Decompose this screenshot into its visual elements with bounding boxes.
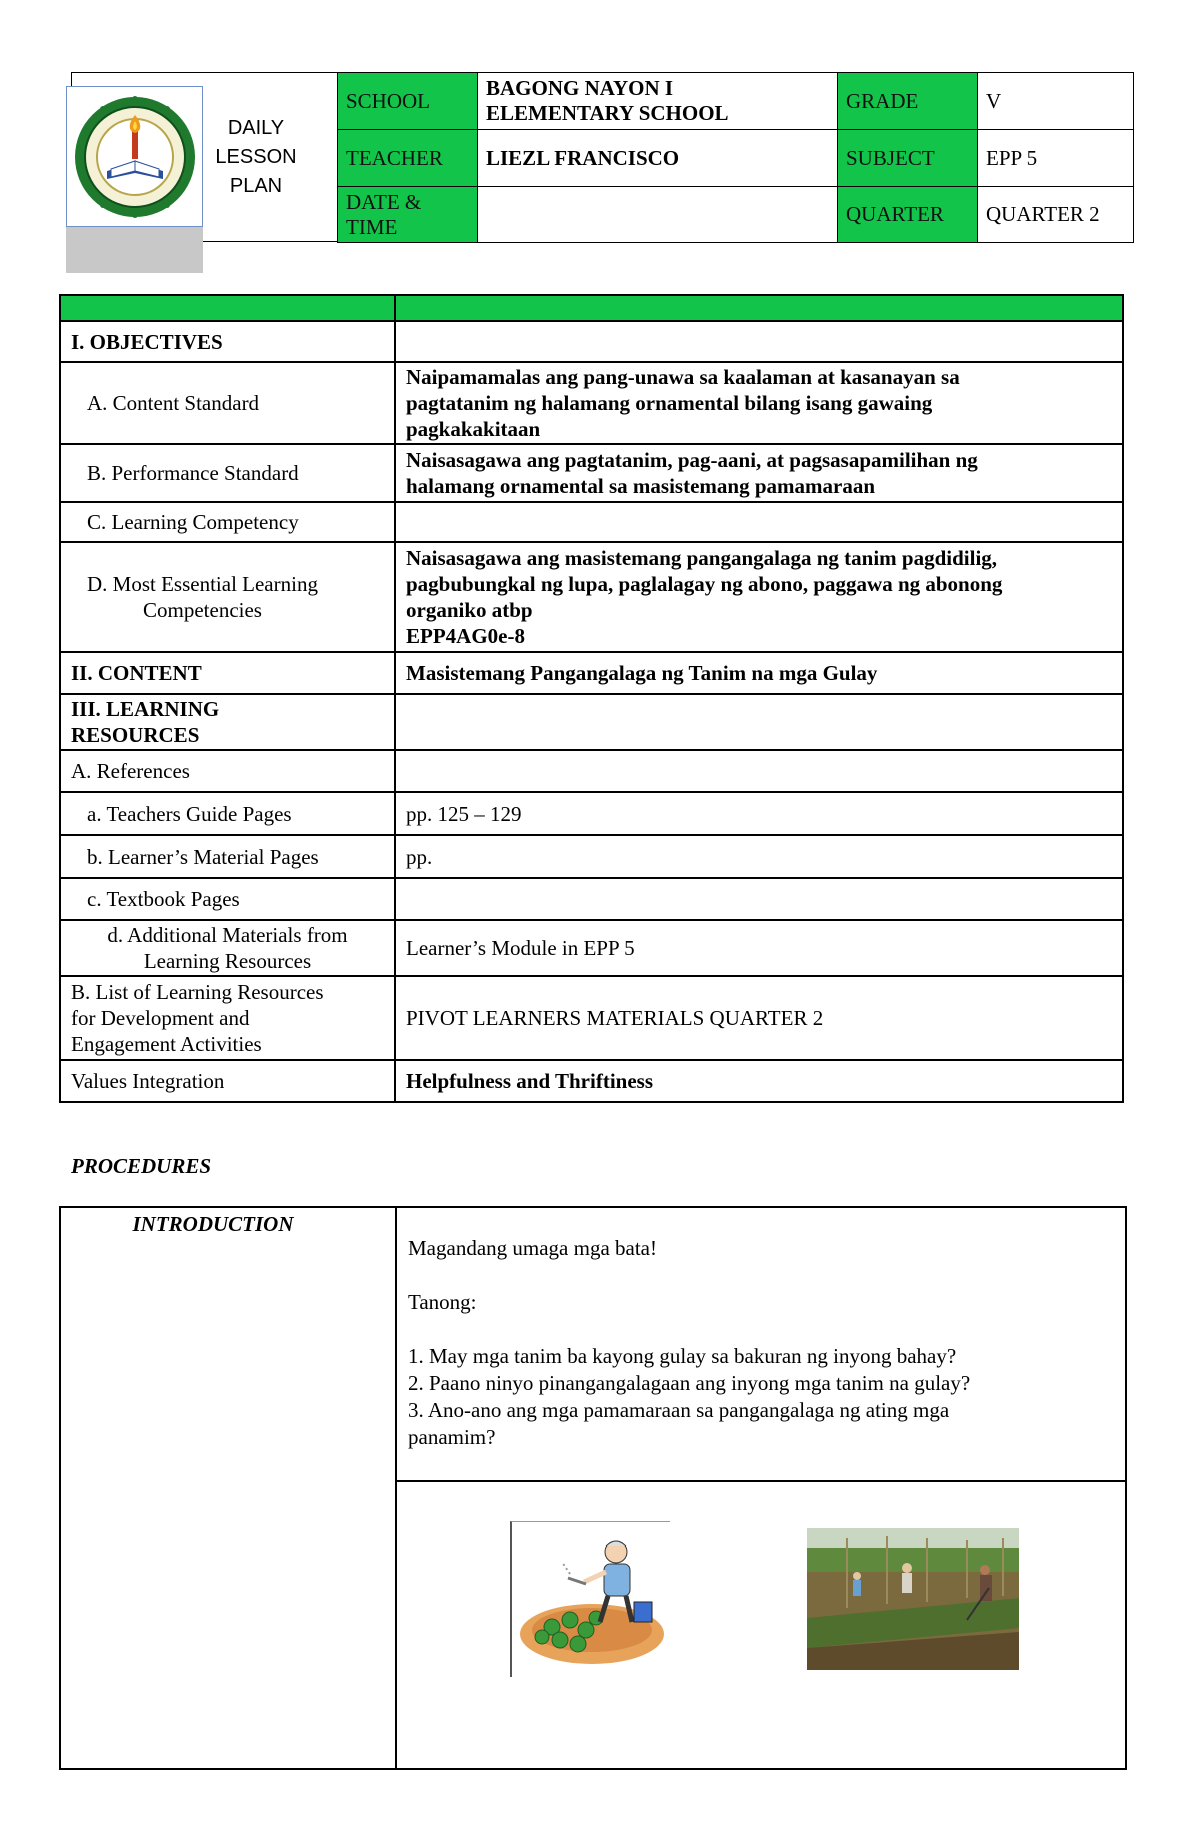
text-line: Learning Resources bbox=[143, 949, 312, 973]
subject-label: SUBJECT bbox=[838, 130, 978, 187]
text-line: pagkakakitaan bbox=[406, 417, 541, 441]
table-row bbox=[60, 542, 1123, 652]
table-row bbox=[60, 444, 1123, 502]
logo-shadow bbox=[66, 227, 203, 273]
title-line: PLAN bbox=[229, 175, 283, 197]
list-resources-value: PIVOT LEARNERS MATERIALS QUARTER 2 bbox=[395, 976, 1123, 1060]
references-label: A. References bbox=[60, 750, 395, 792]
values-integration-value: Helpfulness and Thriftiness bbox=[395, 1060, 1123, 1102]
tanong-label: Tanong: bbox=[408, 1290, 477, 1314]
grade-value: V bbox=[978, 73, 1134, 130]
table-row bbox=[60, 792, 1123, 835]
quarter-value: QUARTER 2 bbox=[978, 187, 1134, 243]
text-line: Naisasagawa ang masistemang pangangalaga ng tanim pagdidilig, bbox=[406, 546, 998, 570]
school-label: SCHOOL bbox=[338, 73, 478, 130]
text-line: EPP4AG0e-8 bbox=[406, 624, 525, 648]
table-row bbox=[60, 750, 1123, 792]
introduction-cell bbox=[60, 1207, 396, 1769]
dlp-title bbox=[206, 114, 306, 201]
text-line: pagtatanim ng halamang ornamental bilang isang gawaing bbox=[406, 391, 933, 415]
table-row bbox=[60, 1060, 1123, 1102]
text-line: RESOURCES bbox=[71, 723, 200, 747]
question-item: 3. Ano-ano ang mga pamamaraan sa pangangalaga ng ating mga bbox=[408, 1398, 950, 1422]
table-row bbox=[60, 835, 1123, 878]
introduction-label: INTRODUCTION bbox=[132, 1212, 294, 1236]
text-line: D. Most Essential Learning bbox=[87, 572, 318, 596]
date-time-value bbox=[478, 187, 838, 243]
school-seal-icon bbox=[67, 87, 202, 226]
content-value: Masistemang Pangangalaga ng Tanim na mga Gulay bbox=[395, 652, 1123, 694]
list-resources-label bbox=[60, 976, 395, 1060]
table-row bbox=[60, 976, 1123, 1060]
table-row bbox=[60, 694, 1123, 750]
title-line: LESSON bbox=[215, 146, 297, 168]
school-value bbox=[478, 73, 838, 130]
text-line: B. List of Learning Resources bbox=[71, 980, 324, 1004]
performance-standard-value bbox=[395, 444, 1123, 502]
text-line: pagbubungkal ng lupa, paglalagay ng abono, paggawa ng abonong bbox=[406, 572, 1003, 596]
date-line: TIME bbox=[346, 214, 398, 239]
objectives-heading: I. OBJECTIVES bbox=[60, 321, 395, 362]
teacher-value: LIEZL FRANCISCO bbox=[478, 130, 838, 187]
question-item: 1. May mga tanim ba kayong gulay sa bakuran ng inyong bahay? bbox=[408, 1344, 957, 1368]
learning-competency-value bbox=[395, 502, 1123, 542]
grade-label: GRADE bbox=[838, 73, 978, 130]
text-line: Competencies bbox=[143, 598, 262, 622]
header-info-table bbox=[337, 72, 1134, 243]
question-item: panamim? bbox=[408, 1425, 496, 1449]
table-row bbox=[60, 652, 1123, 694]
text-line: Engagement Activities bbox=[71, 1032, 262, 1056]
melc-value bbox=[395, 542, 1123, 652]
subject-value: EPP 5 bbox=[978, 130, 1134, 187]
title-line: DAILY bbox=[227, 117, 285, 139]
procedures-table bbox=[59, 1206, 1127, 1770]
date-time-label bbox=[338, 187, 478, 243]
gardener-watering-icon bbox=[512, 1522, 668, 1675]
table-row bbox=[60, 878, 1123, 920]
table-row bbox=[60, 920, 1123, 976]
question-item: 2. Paano ninyo pinangangalagaan ang inyong mga tanim na gulay? bbox=[408, 1371, 971, 1395]
farm-field-photo bbox=[807, 1528, 1019, 1670]
text-line: halamang ornamental sa masistemang pamamaraan bbox=[406, 474, 876, 498]
text-line: for Development and bbox=[71, 1006, 250, 1030]
learning-competency-label: C. Learning Competency bbox=[60, 502, 395, 542]
gardening-illustration bbox=[510, 1521, 670, 1677]
content-standard-value bbox=[395, 362, 1123, 444]
school-logo bbox=[66, 86, 203, 227]
additional-materials-label bbox=[60, 920, 395, 976]
table-row bbox=[60, 362, 1123, 444]
values-integration-label: Values Integration bbox=[60, 1060, 395, 1102]
farm-field-icon bbox=[807, 1528, 1019, 1670]
textbook-label: c. Textbook Pages bbox=[60, 878, 395, 920]
melc-label bbox=[60, 542, 395, 652]
textbook-value bbox=[395, 878, 1123, 920]
teachers-guide-value: pp. 125 – 129 bbox=[395, 792, 1123, 835]
performance-standard-label: B. Performance Standard bbox=[60, 444, 395, 502]
table-row bbox=[60, 502, 1123, 542]
table-row bbox=[60, 321, 1123, 362]
text-line: III. LEARNING bbox=[71, 697, 220, 721]
text-line: organiko atbp bbox=[406, 598, 533, 622]
text-line: d. Additional Materials from bbox=[107, 923, 348, 947]
content-heading: II. CONTENT bbox=[60, 652, 395, 694]
quarter-label: QUARTER bbox=[838, 187, 978, 243]
resources-heading bbox=[60, 694, 395, 750]
text-line: Naisasagawa ang pagtatanim, pag-aani, at pagsasapamilihan ng bbox=[406, 448, 978, 472]
greeting-text: Magandang umaga mga bata! bbox=[408, 1236, 657, 1260]
green-header-row bbox=[60, 295, 1123, 321]
introduction-text-cell bbox=[396, 1207, 1126, 1481]
learners-material-value: pp. bbox=[395, 835, 1123, 878]
lesson-plan-table bbox=[59, 294, 1124, 1103]
text-line: Naipamamalas ang pang-unawa sa kaalaman at kasanayan sa bbox=[406, 365, 960, 389]
school-line: ELEMENTARY SCHOOL bbox=[486, 101, 729, 125]
school-line: BAGONG NAYON I bbox=[486, 76, 674, 100]
procedures-heading: PROCEDURES bbox=[71, 1154, 212, 1178]
date-line: DATE & bbox=[346, 189, 422, 214]
learners-material-label: b. Learner’s Material Pages bbox=[60, 835, 395, 878]
teachers-guide-label: a. Teachers Guide Pages bbox=[60, 792, 395, 835]
content-standard-label: A. Content Standard bbox=[60, 362, 395, 444]
teacher-label: TEACHER bbox=[338, 130, 478, 187]
additional-materials-value: Learner’s Module in EPP 5 bbox=[395, 920, 1123, 976]
